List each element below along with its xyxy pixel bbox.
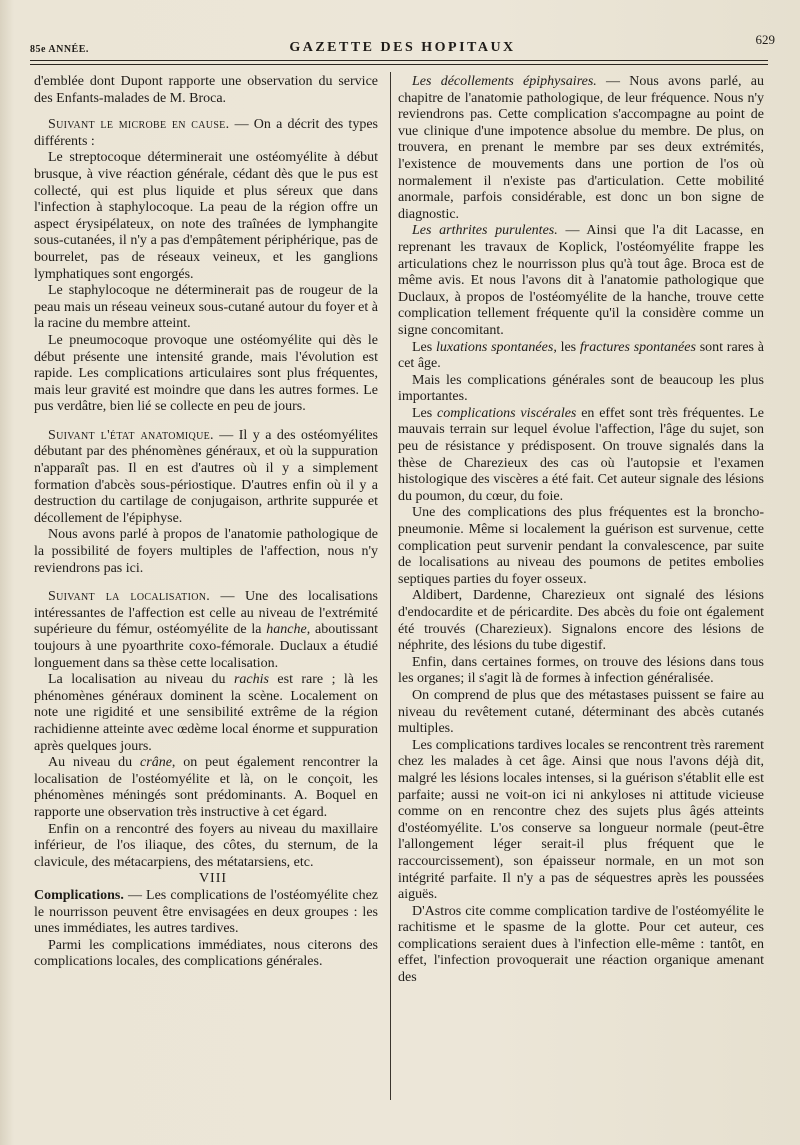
paragraph: Au niveau du crâne, on peut également rencontrer la localisation de l'ostéomyélite et là, on le conçoit, les phénomènes méningés sont prédominants. A. Boquel en rapporte une observation très instructive à cet égard. <box>34 755 378 820</box>
paragraph: Enfin on a rencontré des foyers au niveau du maxillaire inférieur, de l'os iliaque, des côtes, du sternum, de la clavicule, des métacarpiens, des métatarsiens, etc. <box>34 821 378 870</box>
paragraph: Les complications tardives locales se rencontrent très rarement chez les malades à cet âge. Ainsi que nous l'avons déjà dit, malgré les lésions locales intenses, si la guérison s'établit elle est parfaite; aussi ne voit-on ici ni ankyloses ni attitude vicieuse comme on en rencontre chez des sujets plus âgés atteints d'ostéomyélite. L'os conserve sa longueur normale (peut-être l'allongement léger serait-il plus fréquent que le raccourcissement), son épaisseur normale, en un mot son intégrité parfaite. Il n'y a pas de séquestres après les poussées aiguës. <box>398 737 764 903</box>
paragraph: On comprend de plus que des métastases puissent se faire au niveau du revêtement cutané, déterminant des abcès cutanés multiples. <box>398 687 764 737</box>
paragraph: Complications. — Les complications de l'ostéomyélite chez le nourrisson peuvent être envisagées en deux groupes : les unes immédiates, les autres tardives. <box>34 887 378 937</box>
paragraph: Les luxations spontanées, les fractures spontanées sont rares à cet âge. <box>398 339 764 372</box>
paragraph: Suivant la localisation. — Une des localisations intéressantes de l'affection est celle au niveau de l'extrémité supérieure du fémur, ostéomyélite de la hanche, aboutissant toujours à une pyoarthrite coxo-fémorale. Duclaux a étudié longuement dans sa thèse cette localisation. <box>34 589 379 671</box>
paragraph: D'Astros cite comme complication tardive de l'ostéomyélite le rachitisme et le spasme de la glotte. Pour cet auteur, ces complications seraient dues à l'infection elle-même : tantôt, en effet, l'infection provoquerait une réaction organique amenant des <box>398 903 764 986</box>
paragraph: Nous avons parlé à propos de l'anatomie pathologique de la possibilité de foyers multiples de l'affection, nous n'y reviendrons pas ici. <box>34 527 378 576</box>
paragraph: Parmi les complications immédiates, nous citerons des complications locales, des complications générales. <box>34 937 378 970</box>
page-header <box>30 30 775 60</box>
paragraph: Une des complications des plus fréquentes est la broncho-pneumonie. Même si localement la guérison est survenue, cette complication peut survenir pendant la convalescence, par suite de localisations au niveau des poumons de petites embolies septiques parties du foyer osseux. <box>398 505 764 587</box>
paragraph: Enfin, dans certaines formes, on trouve des lésions dans tous les organes; il s'agit là de formes à infection généralisée. <box>398 654 764 687</box>
page-number: 629 <box>755 32 775 47</box>
paragraph: La localisation au niveau du rachis est rare ; là les phénomènes généraux dominent la scène. Localement on note une rigidité et une sensibilité extrême de la région rachidienne atteinte avec œdème local énorme et suppuration après quelques jours. <box>34 672 378 754</box>
header-rule-thin <box>30 64 768 65</box>
paragraph: Les arthrites purulentes. — Ainsi que l'a dit Lacasse, en reprenant les travaux de Koplick, l'ostéomyélite frappe les articulations chez le nourrisson plus qu'à tout âge. Broca est de même avis. Et nous l'avons dit à l'anatomie pathologique que Duclaux, à propos de l'ostéomyélite de la hanche, trouve cette complication tellement fréquente qu'il la considère comme un signe concomitant. <box>398 223 765 338</box>
left-column <box>34 74 378 971</box>
section-heading: Suivant l'état anatomique. <box>48 427 214 443</box>
chapter-number: VIII <box>198 871 228 887</box>
subheading: Les arthrites purulentes. <box>412 223 558 239</box>
paragraph: Le pneumocoque provoque une ostéomyélite qui dès le début présente une intensité grande, mais l'évolution est rapide. Les complications articulaires sont plus fréquentes, mais leur gravité est moindre que dans les autres formes. Le pus verdâtre, bien lié se collecte en peu de jours. <box>34 332 378 415</box>
issue-label: 85e ANNÉE. <box>30 44 89 55</box>
paragraph: Le streptocoque déterminerait une ostéomyélite à début brusque, à vive réaction générale, cédant dès que le pus est collecté, qui est plus liquide et plus séreux que dans l'infection à staphylocoque. La peau de la région offre un aspect érysipélateux, on note des traînées de lymphangite sous-cutanées, il n'y a pas d'empâtement périphérique, pas de bourrelet, pas de réseaux veineux, et les ganglions lymphatiques sont engorgés. <box>34 150 378 282</box>
paragraph: Suivant le microbe en cause. — On a décrit des types différents : <box>34 117 378 149</box>
section-heading: Complications. <box>34 887 124 903</box>
section-heading: Suivant la localisation. <box>48 589 211 605</box>
paragraph: Aldibert, Dardenne, Charezieux ont signalé des lésions d'endocardite et de péricardite. Des abcès du foie ont également été trouvés (Charezieux). Signalons encore des lésions de néphrite, des lésions du tube digestif. <box>398 588 764 654</box>
paragraph: Suivant l'état anatomique. — Il y a des ostéomyélites débutant par des phénomènes généraux, et où la suppuration n'apparaît pas. Il en est d'autres où il y a simplement formation d'abcès sous-périostique. D'autres enfin où il y a destruction du cartilage de conjugaison, arthrite suppurée et décollement de l'épiphyse. <box>34 427 378 526</box>
subheading: Les décollements épiphysaires. <box>412 74 597 89</box>
section-heading: Suivant le microbe en cause. <box>48 117 230 133</box>
paragraph: Mais les complications générales sont de beaucoup les plus importantes. <box>398 372 764 405</box>
paragraph: d'emblée dont Dupont rapporte une observation du service des Enfants-malades de M. Broca. <box>34 74 378 106</box>
journal-title: GAZETTE DES HOPITAUX <box>289 40 516 55</box>
right-column <box>398 74 764 987</box>
column-divider <box>390 72 391 1100</box>
paragraph: Le staphylocoque ne déterminerait pas de rougeur de la peau mais un réseau veineux sous-cutané autour du foyer et à la racine du membre atteint. <box>34 283 378 332</box>
paragraph: Les complications viscérales en effet sont très fréquentes. Le mauvais terrain sur lequel évolue l'affection, l'âge du sujet, son peu de résistance y prédisposent. On trouve signalés dans la thèse de Charezieux des cas où l'autopsie et l'examen histologique des viscères a été fait. Cet auteur signale des lésions du poumon, du cœur, du foie. <box>398 405 764 504</box>
paragraph: Les décollements épiphysaires. — Nous avons parlé, au chapitre de l'anatomie pathologique, de leur fréquence. Nous n'y reviendrons pas. Cette complication s'accompagne au point de vue clinique d'une impotence absolue du membre. De plus, on trouvera, en prenant le membre par ses deux extrémités, l'existence de mouvements dans une portion de l'os où normalement il n'existe pas d'articulation. Cette mobilité anormale, parfois considérable, est donc un bon signe de diagnostic. <box>398 74 764 222</box>
header-rule-thick <box>30 60 768 61</box>
